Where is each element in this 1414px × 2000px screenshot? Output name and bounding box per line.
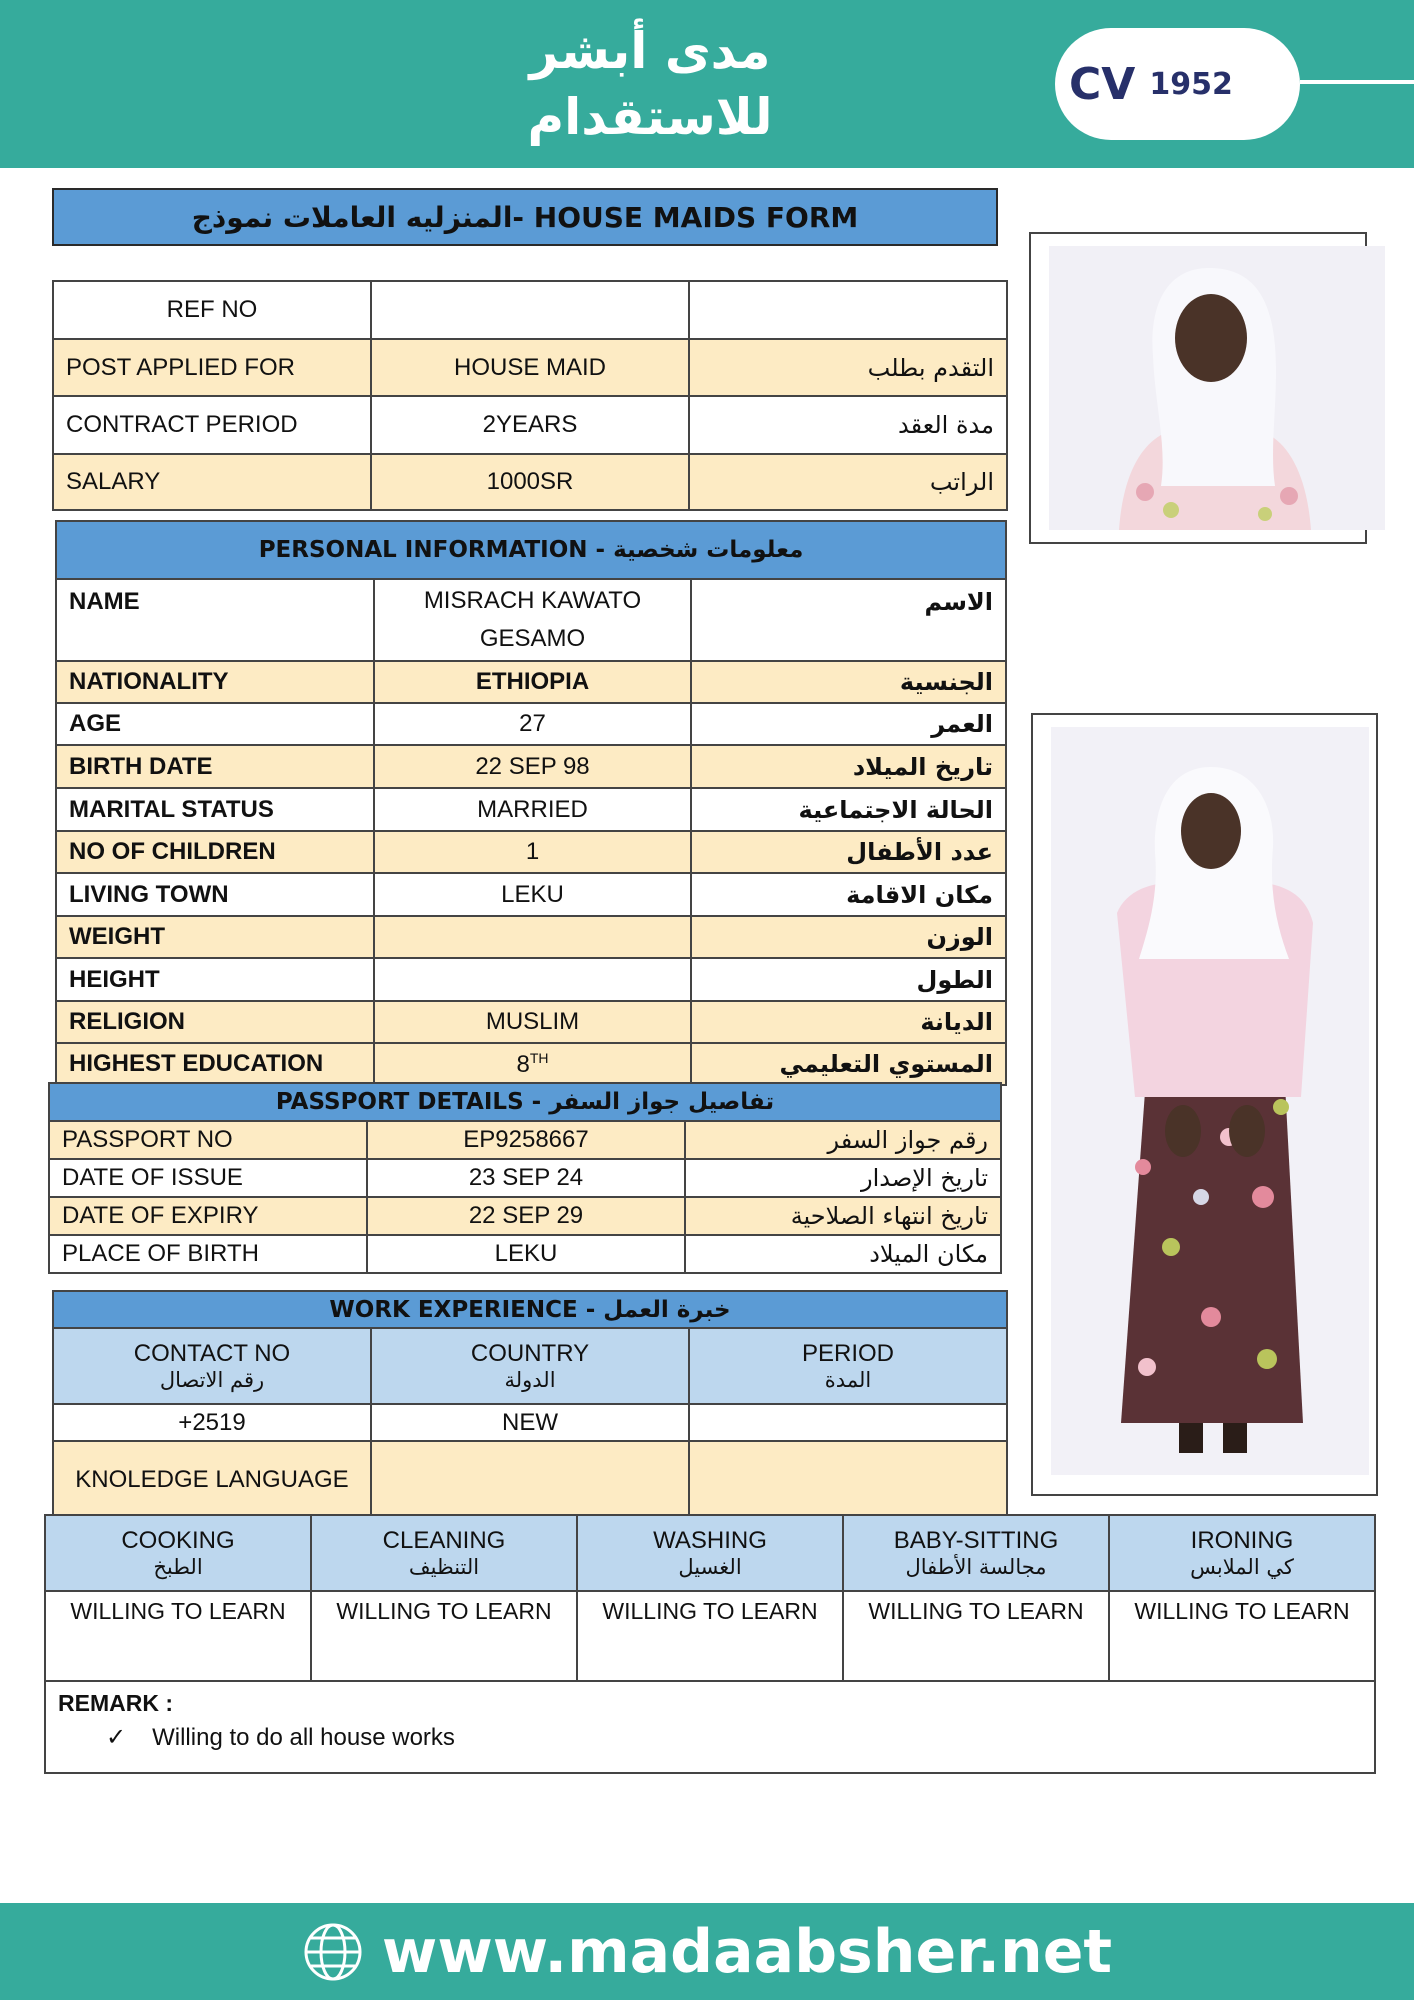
row-value: LEKU bbox=[367, 1235, 685, 1273]
column-header-ar: رقم الاتصال bbox=[159, 1368, 265, 1392]
row-label: BIRTH DATE bbox=[56, 745, 374, 788]
remark-text: Willing to do all house works bbox=[152, 1724, 455, 1751]
row-label-ar: مدة العقد bbox=[689, 396, 1007, 454]
period-value bbox=[689, 1404, 1007, 1441]
row-value: EP9258667 bbox=[367, 1121, 685, 1159]
skill-value: WILLING TO LEARN bbox=[577, 1591, 843, 1681]
portrait-photo-image bbox=[1049, 246, 1385, 530]
skill-header-ironing bbox=[1109, 1515, 1375, 1591]
cv-number: 1952 bbox=[1149, 66, 1233, 102]
row-value: 1000SR bbox=[371, 454, 689, 510]
passport-heading: PASSPORT DETAILS - تفاصيل جواز السفر bbox=[49, 1083, 1001, 1121]
header-band bbox=[0, 0, 1414, 168]
row-label-ar: التقدم بطلب bbox=[689, 339, 1007, 396]
row-value: 1 bbox=[374, 831, 691, 873]
row-value bbox=[374, 916, 691, 958]
skill-header-en: WASHING bbox=[653, 1527, 767, 1554]
brand-logo-text bbox=[440, 18, 860, 150]
column-header bbox=[53, 1328, 371, 1404]
skill-value: WILLING TO LEARN bbox=[311, 1591, 577, 1681]
application-table bbox=[52, 280, 1008, 511]
row-label: NO OF CHILDREN bbox=[56, 831, 374, 873]
portrait-photo bbox=[1029, 232, 1367, 544]
row-value: MARRIED bbox=[374, 788, 691, 831]
full-body-photo-image bbox=[1051, 727, 1369, 1475]
skill-header-cleaning bbox=[311, 1515, 577, 1591]
skill-header-baby-sitting bbox=[843, 1515, 1109, 1591]
skill-value: WILLING TO LEARN bbox=[843, 1591, 1109, 1681]
row-label: DATE OF ISSUE bbox=[49, 1159, 367, 1197]
row-label: MARITAL STATUS bbox=[56, 788, 374, 831]
row-value: MUSLIM bbox=[374, 1001, 691, 1043]
row-label: HEIGHT bbox=[56, 958, 374, 1001]
knowledge-language-extra bbox=[689, 1441, 1007, 1517]
skill-value: WILLING TO LEARN bbox=[45, 1591, 311, 1681]
full-body-photo bbox=[1031, 713, 1378, 1496]
row-label: LIVING TOWN bbox=[56, 873, 374, 916]
row-label: POST APPLIED FOR bbox=[53, 339, 371, 396]
row-value: LEKU bbox=[374, 873, 691, 916]
row-value bbox=[374, 958, 691, 1001]
work-experience-heading: WORK EXPERIENCE - خبرة العمل bbox=[53, 1291, 1007, 1328]
row-value: 2YEARS bbox=[371, 396, 689, 454]
education-value: 8 bbox=[516, 1050, 530, 1078]
row-label-ar: الراتب bbox=[689, 454, 1007, 510]
personal-info-heading: PERSONAL INFORMATION - معلومات شخصية bbox=[56, 521, 1006, 579]
personal-info-table bbox=[55, 520, 1007, 1086]
row-label: WEIGHT bbox=[56, 916, 374, 958]
column-header bbox=[371, 1328, 689, 1404]
cv-badge bbox=[1055, 28, 1300, 140]
skill-header-ar: التنظيف bbox=[408, 1555, 480, 1579]
skill-header-cooking bbox=[45, 1515, 311, 1591]
country-value: NEW bbox=[371, 1404, 689, 1441]
row-label-ar: مكان الميلاد bbox=[685, 1235, 1001, 1273]
row-label: PASSPORT NO bbox=[49, 1121, 367, 1159]
row-label-ar: الطول bbox=[691, 958, 1006, 1001]
remark-item bbox=[58, 1723, 1362, 1752]
passport-table bbox=[48, 1082, 1002, 1274]
skills-table bbox=[44, 1514, 1376, 1774]
column-header-en: PERIOD bbox=[801, 1340, 894, 1367]
row-label-ar: العمر bbox=[691, 703, 1006, 745]
row-label: RELIGION bbox=[56, 1001, 374, 1043]
row-value: 22 SEP 29 bbox=[367, 1197, 685, 1235]
ref-no-value bbox=[371, 281, 689, 339]
skill-value: WILLING TO LEARN bbox=[1109, 1591, 1375, 1681]
ref-no-ar bbox=[689, 281, 1007, 339]
row-label-ar: الحالة الاجتماعية bbox=[691, 788, 1006, 831]
row-label: NAME bbox=[56, 579, 374, 661]
remark-label: REMARK : bbox=[58, 1690, 173, 1716]
skill-header-ar: الغسيل bbox=[678, 1555, 742, 1579]
row-value: MISRACH KAWATO GESAMO bbox=[374, 579, 691, 661]
row-label: HIGHEST EDUCATION bbox=[56, 1043, 374, 1085]
footer-band bbox=[0, 1903, 1414, 2000]
row-label: PLACE OF BIRTH bbox=[49, 1235, 367, 1273]
column-header-en: COUNTRY bbox=[470, 1340, 590, 1367]
row-label-ar: المستوي التعليمي bbox=[691, 1043, 1006, 1085]
knowledge-language-label: KNOLEDGE LANGUAGE bbox=[53, 1441, 371, 1517]
skill-header-en: IRONING bbox=[1190, 1527, 1294, 1554]
row-label-ar: الاسم bbox=[691, 579, 1006, 661]
row-label: DATE OF EXPIRY bbox=[49, 1197, 367, 1235]
row-value bbox=[374, 1043, 691, 1085]
form-title: المنزليه العاملات نموذج- HOUSE MAIDS FORM bbox=[52, 188, 998, 246]
skill-header-washing bbox=[577, 1515, 843, 1591]
row-value: ETHIOPIA bbox=[374, 661, 691, 703]
row-label: NATIONALITY bbox=[56, 661, 374, 703]
column-header-en: CONTACT NO bbox=[133, 1340, 291, 1367]
row-label-ar: الوزن bbox=[691, 916, 1006, 958]
brand-line-2: للاستقدام bbox=[527, 88, 773, 146]
skill-header-ar: مجالسة الأطفال bbox=[905, 1555, 1047, 1579]
row-label: CONTRACT PERIOD bbox=[53, 396, 371, 454]
row-value: 23 SEP 24 bbox=[367, 1159, 685, 1197]
row-label-ar: تاريخ الميلاد bbox=[691, 745, 1006, 788]
contact-no-value: +2519 bbox=[53, 1404, 371, 1441]
column-header-ar: المدة bbox=[824, 1368, 872, 1392]
row-label-ar: عدد الأطفال bbox=[691, 831, 1006, 873]
ref-no-label: REF NO bbox=[53, 281, 371, 339]
remark-cell bbox=[45, 1681, 1375, 1773]
website-url[interactable]: www.madaabsher.net bbox=[381, 1916, 1113, 1987]
divider bbox=[1300, 80, 1414, 84]
cv-label: CV bbox=[1069, 58, 1136, 110]
skill-header-ar: كي الملابس bbox=[1190, 1555, 1294, 1579]
row-label: SALARY bbox=[53, 454, 371, 510]
row-label: AGE bbox=[56, 703, 374, 745]
knowledge-language-value bbox=[371, 1441, 689, 1517]
brand-line-1: مدى أبشر bbox=[529, 22, 771, 80]
row-label-ar: الجنسية bbox=[691, 661, 1006, 703]
row-label-ar: تاريخ انتهاء الصلاحية bbox=[685, 1197, 1001, 1235]
row-value: 27 bbox=[374, 703, 691, 745]
row-label-ar: تاريخ الإصدار bbox=[685, 1159, 1001, 1197]
skill-header-en: COOKING bbox=[121, 1527, 235, 1554]
skill-header-en: CLEANING bbox=[382, 1527, 506, 1554]
check-icon: ✓ bbox=[106, 1723, 127, 1751]
row-value: HOUSE MAID bbox=[371, 339, 689, 396]
row-label-ar: الديانة bbox=[691, 1001, 1006, 1043]
row-label-ar: مكان الاقامة bbox=[691, 873, 1006, 916]
work-experience-table bbox=[52, 1290, 1008, 1518]
skill-header-ar: الطبخ bbox=[153, 1555, 203, 1579]
row-value: 22 SEP 98 bbox=[374, 745, 691, 788]
row-label-ar: رقم جواز السفر bbox=[685, 1121, 1001, 1159]
column-header bbox=[689, 1328, 1007, 1404]
globe-icon bbox=[302, 1921, 364, 1983]
education-value-suffix: TH bbox=[529, 1049, 549, 1066]
skill-header-en: BABY-SITTING bbox=[893, 1527, 1059, 1554]
column-header-ar: الدولة bbox=[504, 1368, 556, 1392]
